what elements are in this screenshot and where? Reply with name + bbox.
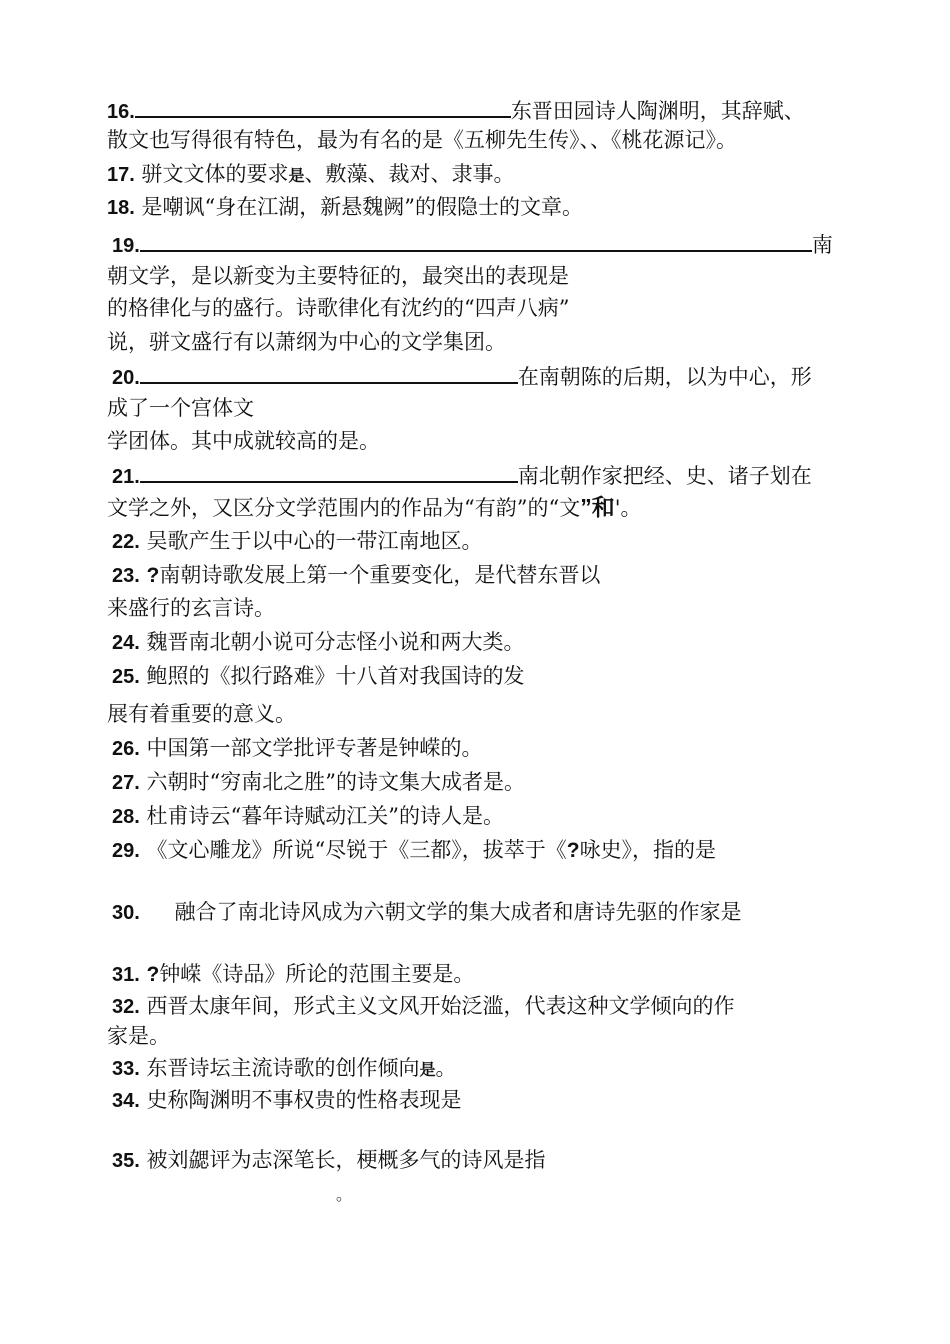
question-number: 21. bbox=[112, 466, 140, 488]
question-text: 。 bbox=[435, 1056, 457, 1080]
question-28 bbox=[112, 802, 504, 831]
question-number: 26. bbox=[112, 738, 140, 760]
question-text: 六朝时“穷南北之胜”的诗文集大成者是。 bbox=[146, 770, 525, 794]
question-text: 中国第一部文学批评专著是钟嵘的。 bbox=[146, 736, 483, 760]
question-19-line-3: 的格律化与的盛行。诗歌律化有沈约的“四声八病” bbox=[107, 296, 570, 320]
question-text-bold: ”和 bbox=[580, 494, 615, 520]
question-31 bbox=[112, 960, 474, 989]
unknown-glyph-mark: ? bbox=[146, 963, 160, 986]
question-16-line-2: 散文也写得很有特色，最为有名的是《五柳先生传》、、《桃花源记》。 bbox=[107, 128, 737, 152]
question-text: 西晋太康年间，形式主义文风开始泛滥，代表这种文学倾向的作 bbox=[146, 994, 735, 1018]
question-number: 29. bbox=[112, 840, 140, 862]
question-number: 20. bbox=[112, 367, 140, 389]
question-number: 31. bbox=[112, 964, 140, 986]
question-number: 35. bbox=[112, 1150, 140, 1172]
question-18 bbox=[107, 193, 583, 222]
question-text: 南朝诗歌发展上第一个重要变化，是代替东晋以 bbox=[159, 563, 601, 587]
question-32 bbox=[112, 992, 735, 1021]
question-text: 骈文文体的要求 bbox=[141, 162, 289, 186]
question-text-bold: 是 bbox=[419, 1060, 436, 1079]
question-25-line-2: 展有着重要的意义。 bbox=[107, 702, 296, 726]
question-text: 杜甫诗云“暮年诗赋动江关”的诗人是。 bbox=[146, 804, 504, 828]
question-26 bbox=[112, 734, 483, 763]
question-35 bbox=[112, 1146, 546, 1175]
question-text: 史称陶渊明不事权贵的性格表现是 bbox=[146, 1088, 462, 1112]
answer-blank bbox=[140, 362, 518, 384]
question-number: 33. bbox=[112, 1058, 140, 1080]
question-text: 是嘲讽“身在江湖，新悬魏阙”的假隐士的文章。 bbox=[141, 195, 583, 219]
question-30 bbox=[112, 898, 742, 927]
question-21 bbox=[112, 461, 812, 491]
question-number: 25. bbox=[112, 666, 140, 688]
question-text: 在南朝陈的后期，以为中心，形 bbox=[517, 365, 812, 389]
question-text: 文学之外，又区分文学范围内的作品为“有韵”的“文 bbox=[107, 496, 581, 520]
question-19-line-2: 朝文学，是以新变为主要特征的，最突出的表现是 bbox=[107, 264, 569, 288]
question-number: 24. bbox=[112, 632, 140, 654]
question-text: 南 bbox=[811, 233, 833, 257]
question-number: 34. bbox=[112, 1090, 140, 1112]
question-33 bbox=[112, 1054, 457, 1084]
question-text: 东晋诗坛主流诗歌的创作倾向 bbox=[146, 1056, 420, 1080]
question-number: 16. bbox=[107, 101, 135, 123]
question-29 bbox=[112, 836, 716, 865]
question-text: 咏史》，指的是 bbox=[579, 838, 717, 862]
answer-blank bbox=[140, 461, 518, 483]
question-20 bbox=[112, 362, 812, 392]
question-22 bbox=[112, 527, 483, 556]
question-19 bbox=[112, 230, 833, 260]
question-text-bold: 是 bbox=[288, 166, 305, 185]
answer-blank bbox=[135, 96, 511, 118]
question-text: 《文心雕龙》所说“尽锐于《三都》，拔萃于《 bbox=[146, 838, 567, 862]
question-23-line-2: 来盛行的玄言诗。 bbox=[107, 596, 275, 620]
question-21-line-2 bbox=[107, 493, 642, 522]
question-number: 27. bbox=[112, 772, 140, 794]
question-16 bbox=[107, 96, 805, 126]
question-number: 32. bbox=[112, 996, 140, 1018]
question-24 bbox=[112, 628, 525, 657]
unknown-glyph-mark: ? bbox=[146, 564, 160, 587]
question-text: 魏晋南北朝小说可分志怪小说和两大类。 bbox=[146, 630, 525, 654]
question-19-line-4: 说，骈文盛行有以萧纲为中心的文学集团。 bbox=[107, 330, 506, 354]
question-text: '。 bbox=[614, 496, 642, 520]
question-text: 融合了南北诗风成为六朝文学的集大成者和唐诗先驱的作家是 bbox=[174, 900, 742, 924]
question-text: 南北朝作家把经、史、诸子划在 bbox=[517, 464, 812, 488]
unknown-glyph-mark: ? bbox=[566, 839, 580, 862]
question-20-line-2: 成了一个宫体文 bbox=[107, 396, 254, 420]
question-text: 吴歌产生于以中心的一带江南地区。 bbox=[146, 529, 483, 553]
question-number: 19. bbox=[112, 235, 140, 257]
question-35-tail: 。 bbox=[336, 1185, 353, 1204]
question-text: 东晋田园诗人陶渊明，其辞赋、 bbox=[510, 99, 805, 123]
question-text: 钟嵘《诗品》所论的范围主要是。 bbox=[159, 962, 475, 986]
question-number: 30. bbox=[112, 902, 140, 924]
question-23 bbox=[112, 561, 600, 590]
question-25 bbox=[112, 662, 525, 691]
answer-blank bbox=[140, 230, 812, 252]
question-number: 17. bbox=[107, 164, 135, 186]
question-32-line-2: 家是。 bbox=[107, 1024, 170, 1048]
question-27 bbox=[112, 768, 525, 797]
question-text: 、敷藻、裁对、隶事。 bbox=[304, 162, 515, 186]
question-number: 18. bbox=[107, 197, 135, 219]
question-text: 被刘勰评为志深笔长，梗概多气的诗风是指 bbox=[146, 1148, 546, 1172]
question-number: 28. bbox=[112, 806, 140, 828]
question-17 bbox=[107, 160, 515, 190]
question-number: 22. bbox=[112, 531, 140, 553]
question-20-line-3: 学团体。其中成就较高的是。 bbox=[107, 429, 380, 453]
question-text: 鲍照的《拟行路难》十八首对我国诗的发 bbox=[146, 664, 525, 688]
question-34 bbox=[112, 1086, 462, 1115]
question-number: 23. bbox=[112, 565, 140, 587]
